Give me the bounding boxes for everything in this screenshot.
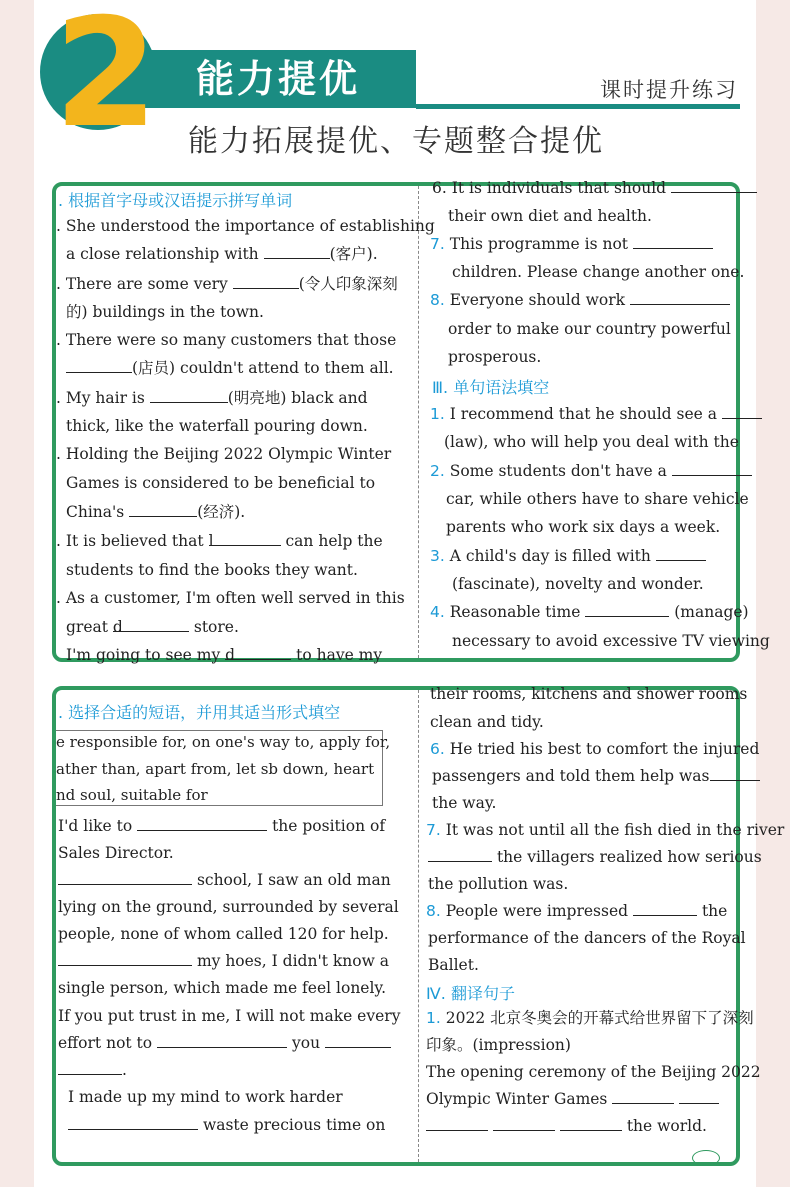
g1-text: I recommend that he should see a (449, 405, 717, 423)
g2-number: 2. (430, 462, 445, 480)
r6-text-2: their own diet and health. (448, 207, 652, 225)
g1-number: 1. (430, 405, 445, 423)
s7-text-2: the villagers realized how serious (496, 848, 762, 866)
q8-text: I'm going to see my (66, 646, 221, 664)
q3-text-2: (店员) couldn't attend to them all. (132, 359, 394, 377)
section-heading-translation: Ⅳ. 翻译句子 (426, 984, 515, 1003)
word-bank-line-1: e responsible for, on one's way to, apply for, (56, 733, 391, 751)
q7-text: . As a customer, I'm often well served in this (56, 589, 405, 607)
answer-blank[interactable] (426, 1116, 488, 1131)
panel1-right-column (422, 179, 770, 658)
g3-text-2: (fascinate), novelty and wonder. (452, 575, 704, 593)
q7-text-2: great (66, 618, 108, 636)
r7-number: 7. (430, 235, 445, 253)
answer-blank[interactable] (672, 461, 752, 476)
q6-text-3: students to find the books they want. (66, 561, 358, 579)
q1-hint: (客户). (329, 245, 378, 263)
g2-text-3: parents who work six days a week. (446, 518, 721, 536)
p2-text: school, I saw an old man (196, 871, 391, 889)
q4-hint: (明亮地) black and (227, 389, 368, 407)
q2-text-2: 的) buildings in the town. (66, 303, 264, 321)
answer-blank[interactable] (264, 244, 330, 259)
answer-blank[interactable] (671, 178, 757, 193)
r8-text-3: prosperous. (448, 348, 542, 366)
s7-number: 7. (426, 821, 441, 839)
q1-text: . She understood the importance of establishing (56, 217, 435, 235)
answer-blank[interactable] (150, 388, 228, 403)
answer-blank[interactable] (428, 847, 492, 862)
panel2-left-column (56, 690, 414, 1162)
exercise-panel-2 (52, 685, 785, 1166)
p1-text-2: the position of (272, 817, 386, 835)
t1-chinese-2: 印象。(impression) (426, 1036, 571, 1054)
column-divider (418, 186, 419, 658)
q5-hint: (经济). (197, 503, 246, 521)
t1-english-3: the world. (626, 1117, 707, 1135)
answer-blank[interactable] (585, 602, 669, 617)
g3-number: 3. (430, 547, 445, 565)
g4-hint: (manage) (674, 603, 749, 621)
p3-text: my hoes, I didn't know a (196, 952, 390, 970)
g4-text-2: necessary to avoid excessive TV viewing (452, 632, 770, 650)
q8-text-2: to have my (296, 646, 383, 664)
panel1-left-column (56, 186, 435, 664)
answer-blank[interactable] (129, 502, 197, 517)
word-bank-line-2: ather than, apart from, let sb down, heart (56, 760, 375, 778)
p5-text: I made up my mind to work harder (68, 1088, 343, 1106)
s8-number: 8. (426, 902, 441, 920)
q2-hint: (令人印象深刻 (298, 275, 398, 293)
s5-text: their rooms, kitchens and shower rooms (430, 685, 748, 703)
answer-blank[interactable] (58, 870, 192, 885)
answer-blank[interactable] (630, 290, 730, 305)
answer-blank[interactable] (68, 1115, 198, 1130)
r8-text-2: order to make our country powerful (448, 320, 731, 338)
r7-text: This programme is not (449, 235, 629, 253)
exercise-panel-1 (52, 179, 770, 664)
q8-initial: d (225, 646, 236, 664)
s7-text-3: the pollution was. (428, 875, 569, 893)
answer-blank[interactable] (325, 1033, 391, 1048)
answer-blank[interactable] (208, 531, 281, 550)
section-heading-phrases: . 选择合适的短语，并用其适当形式填空 (58, 703, 341, 722)
t1-number: 1. (426, 1009, 441, 1027)
panel2-right-column (422, 685, 785, 1162)
q6-text: . It is believed that (56, 532, 204, 550)
answer-blank[interactable] (612, 1089, 674, 1104)
section-number: 2 (53, 0, 155, 161)
q2-text: . There are some very (56, 275, 228, 293)
p3-text-2: single person, which made me feel lonely. (58, 979, 387, 997)
s6-text-3: the way. (432, 794, 497, 812)
page-title: 能力提优 (196, 57, 361, 101)
p1-text-3: Sales Director. (58, 844, 174, 862)
t1-english: The opening ceremony of the Beijing 2022 (426, 1063, 761, 1081)
s6-text-2: passengers and told them help was (432, 767, 710, 785)
column-divider (418, 690, 419, 1162)
g2-text: Some students don't have a (449, 462, 667, 480)
r6-text: 6. It is individuals that should (432, 179, 667, 197)
s8-text: People were impressed (445, 902, 629, 920)
answer-blank[interactable] (225, 645, 291, 664)
answer-blank[interactable] (560, 1116, 622, 1131)
q7-initial: d (112, 618, 123, 636)
answer-blank[interactable] (656, 546, 706, 561)
q6-initial: l (208, 532, 214, 550)
q7-text-3: store. (193, 618, 239, 636)
answer-blank[interactable] (633, 901, 697, 916)
s8-text-4: Ballet. (428, 956, 479, 974)
answer-blank[interactable] (66, 358, 132, 373)
section-heading-grammar: Ⅲ. 单句语法填空 (432, 378, 550, 397)
s7-text: It was not until all the fish died in the river (445, 821, 785, 839)
answer-blank[interactable] (722, 404, 762, 419)
g3-text: A child's day is filled with (449, 547, 651, 565)
g2-text-2: car, while others have to share vehicle (446, 490, 749, 508)
p4-text: If you put trust in me, I will not make every (58, 1007, 401, 1025)
right-label: 课时提升练习 (600, 78, 738, 102)
s6-number: 6. (430, 740, 445, 758)
q4-text: . My hair is (56, 389, 145, 407)
section-heading-spelling: . 根据首字母或汉语提示拼写单词 (58, 191, 293, 210)
g4-text: Reasonable time (449, 603, 581, 621)
answer-blank[interactable] (679, 1089, 719, 1104)
p4-end: . (122, 1061, 127, 1079)
answer-blank[interactable] (493, 1116, 555, 1131)
decorative-ellipse (692, 1150, 720, 1166)
word-bank-line-3: nd soul, suitable for (56, 786, 208, 804)
header-rule (416, 104, 740, 109)
s8-text-3: performance of the dancers of the Royal (428, 929, 746, 947)
g4-number: 4. (430, 603, 445, 621)
q4-text-2: thick, like the waterfall pouring down. (66, 417, 368, 435)
q5-text-3: China's (66, 503, 125, 521)
answer-blank[interactable] (233, 274, 299, 289)
q5-text-2: Games is considered to be beneficial to (66, 474, 376, 492)
p2-text-2: lying on the ground, surrounded by several (58, 898, 399, 916)
page-subtitle: 能力拓展提优、专题整合提优 (188, 124, 604, 159)
r8-number: 8. (430, 291, 445, 309)
t1-english-2: Olympic Winter Games (426, 1090, 608, 1108)
p1-text: I'd like to (58, 817, 133, 835)
q5-text: . Holding the Beijing 2022 Olympic Winter (56, 445, 392, 463)
answer-blank[interactable] (58, 951, 192, 966)
answer-blank[interactable] (633, 234, 713, 249)
q1-text-2: a close relationship with (66, 245, 259, 263)
p4-text-2: effort not to (58, 1034, 153, 1052)
s5-text-2: clean and tidy. (430, 713, 544, 731)
p4-text-3: you (292, 1034, 321, 1052)
g1-text-2: (law), who will help you deal with the (444, 433, 739, 451)
p5-text-2: waste precious time on (202, 1116, 386, 1134)
q6-text-2: can help the (285, 532, 383, 550)
r8-text: Everyone should work (449, 291, 626, 309)
r7-text-2: children. Please change another one. (452, 263, 745, 281)
q3-text: . There were so many customers that those (56, 331, 397, 349)
answer-blank[interactable] (112, 617, 189, 636)
answer-blank[interactable] (137, 816, 267, 831)
p2-text-3: people, none of whom called 120 for help. (58, 925, 389, 943)
t1-chinese: 2022 北京冬奥会的开幕式给世界留下了深刻 (445, 1009, 754, 1027)
s8-text-2: the (701, 902, 728, 920)
s6-text: He tried his best to comfort the injured (449, 740, 760, 758)
answer-blank[interactable] (58, 1060, 122, 1075)
answer-blank[interactable] (710, 766, 760, 781)
answer-blank[interactable] (157, 1033, 287, 1048)
